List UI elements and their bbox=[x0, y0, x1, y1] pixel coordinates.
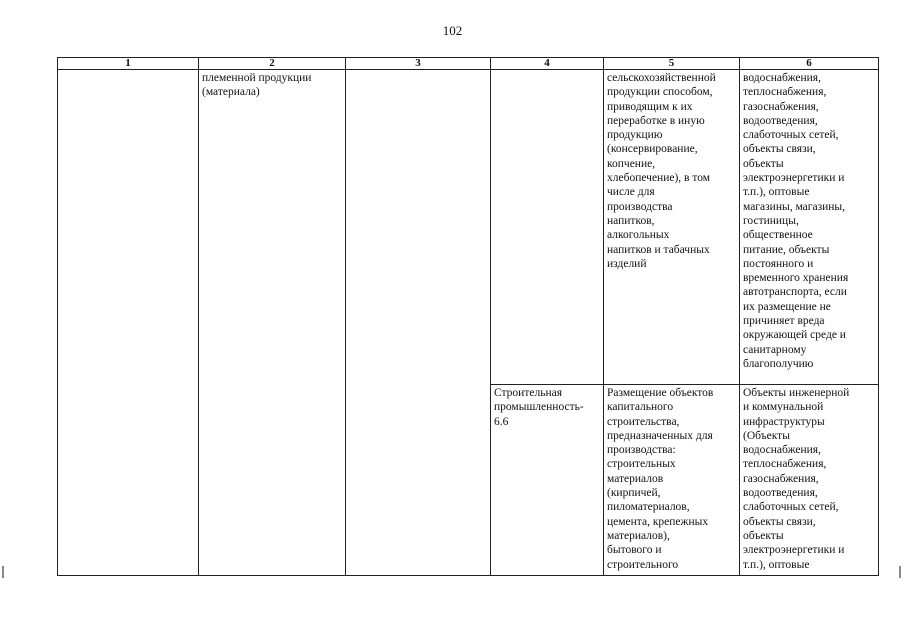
column-header-1: 1 bbox=[58, 58, 199, 70]
column-header-2: 2 bbox=[199, 58, 346, 70]
table-cell-col4 bbox=[491, 70, 604, 385]
table-cell-col1 bbox=[58, 70, 199, 576]
table-cell-col6-building-industry: Объекты инженерной и коммунальной инфраструктуры (Объекты водоснабжения, теплоснабжения, газоснабжения, водоотведения, слаботочных сетей, объекты связи, объекты электроэнергетики и т.п.), оптовые bbox=[740, 385, 879, 576]
scan-margin-mark-left bbox=[2, 566, 4, 578]
column-header-6: 6 bbox=[740, 58, 879, 70]
table-cell-col5: сельскохозяйственной продукции способом, приводящим к их переработке в иную продукцию (консервирование, копчение, хлебопечение), в том числе для производства напитков, алкогольных напитков и табачных изделий bbox=[604, 70, 740, 385]
table-cell-col4-building-industry: Строительная промышленность- 6.6 bbox=[491, 385, 604, 576]
column-number-header-row bbox=[58, 58, 879, 70]
column-header-4: 4 bbox=[491, 58, 604, 70]
land-use-table bbox=[57, 57, 879, 576]
page-number: 102 bbox=[442, 23, 463, 38]
table-cell-col5-building-industry: Размещение объектов капитального строительства, предназначенных для производства: строительных материалов (кирпичей, пиломатериалов, цемента, крепежных материалов), бытового и строительного bbox=[604, 385, 740, 576]
table-cell-col6: водоснабжения, теплоснабжения, газоснабжения, водоотведения, слаботочных сетей, объекты связи, объекты электроэнергетики и т.п.), оптовые магазины, магазины, гостиницы, общественное питание, объекты постоянного и временного хранения автотранспорта, если их размещение не причиняет вреда окружающей среде и санитарному благополучию bbox=[740, 70, 879, 385]
table-cell-col2: племенной продукции (материала) bbox=[199, 70, 346, 576]
column-header-3: 3 bbox=[346, 58, 491, 70]
table-row bbox=[58, 70, 879, 385]
column-header-5: 5 bbox=[604, 58, 740, 70]
table-cell-col3 bbox=[346, 70, 491, 576]
scan-margin-mark-right bbox=[899, 566, 901, 578]
